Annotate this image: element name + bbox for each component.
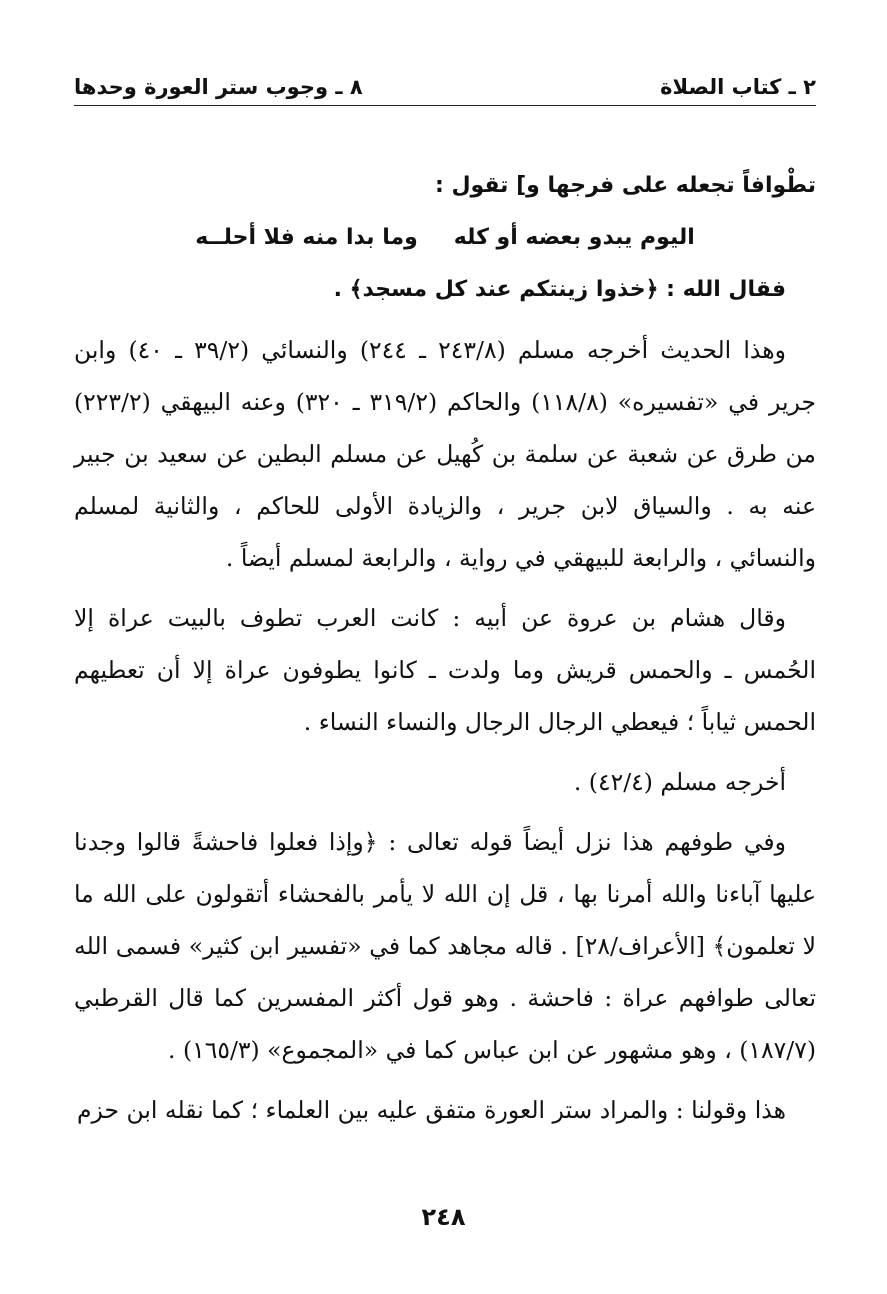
verse-first-hemistich: اليوم يبدو بعضه أو كله <box>453 225 695 250</box>
header-section: ٨ ـ وجوب ستر العورة وحدها <box>74 75 363 99</box>
paragraph-quran-quote: فقال الله : ﴿خذوا زينتكم عند كل مسجد﴾ . <box>333 277 786 302</box>
paragraph-muslim-reference: أخرجه مسلم (٤٢/٤) . <box>573 768 786 796</box>
page-number: ٢٤٨ <box>421 1203 466 1231</box>
paragraph-hadith-source: وهذا الحديث أخرجه مسلم (٢٤٣/٨ ـ ٢٤٤) والنسائي (٣٩/٢ ـ ٤٠) وابن جرير في «تفسيره» (١١٨/٨) والحاكم (٣١٩/٢ ـ ٣٢٠) وعنه البيهقي (٢٢٣/٢) من طرق عن شعبة عن سلمة بن كُهيل عن مسلم البطين عن سعيد بن جبير عنه به . والسياق لابن جرير ، والزيادة الأولى للحاكم ، والثانية لمسلم والنسائي ، والرابعة للبيهقي في رواية ، والرابعة لمسلم أيضاً . <box>74 336 816 572</box>
body-text <box>74 160 816 1136</box>
paragraph-intro: تطْوافاً تجعله على فرجها و] تقول : <box>434 173 816 198</box>
paragraph-hisham-narration: وقال هشام بن عروة عن أبيه : كانت العرب تطوف بالبيت عراة إلا الحُمس ـ والحمس قريش وما ولدت ـ كانوا يطوفون عراة إلا أن تعطيهم الحمس ثياباً ؛ فيعطي الرجال الرجال والنساء النساء . <box>74 604 816 736</box>
verse-second-hemistich: وما بدا منه فلا أحلــه <box>195 225 418 250</box>
paragraph-verse-revelation: وفي طوفهم هذا نزل أيضاً قوله تعالى : ﴿وإذا فعلوا فاحشةً قالوا وجدنا عليها آباءنا والله أمرنا بها ، قل إن الله لا يأمر بالفحشاء أتقولون على الله ما لا تعلمون﴾ [الأعراف/٢٨] . قاله مجاهد كما في «تفسير ابن كثير» فسمى الله تعالى طوافهم عراة : فاحشة . وهو قول أكثر المفسرين كما قال القرطبي (١٨٧/٧) ، وهو مشهور عن ابن عباس كما في «المجموع» (١٦٥/٣) . <box>74 828 816 1064</box>
paragraph-consensus: هذا وقولنا : والمراد ستر العورة متفق عليه بين العلماء ؛ كما نقله ابن حزم <box>76 1096 786 1124</box>
poetry-verse <box>74 212 816 264</box>
running-header <box>74 66 816 106</box>
header-chapter: ٢ ـ كتاب الصلاة <box>660 75 816 99</box>
